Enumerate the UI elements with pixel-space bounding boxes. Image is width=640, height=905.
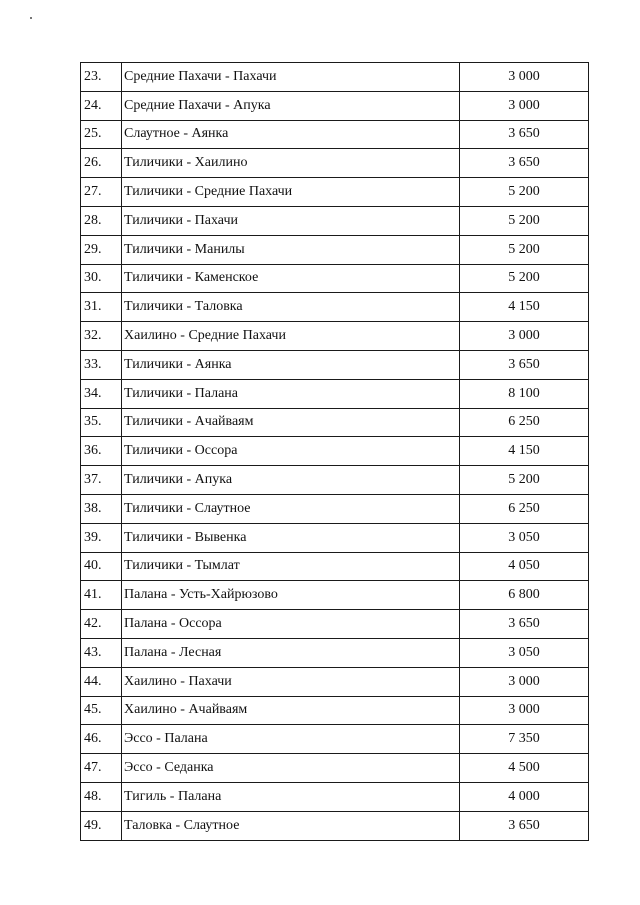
table-row [81,235,589,264]
table-row [81,350,589,379]
route-name: Эссо - Палана [122,725,460,754]
route-name: Тиличики - Тымлат [122,552,460,581]
table-row [81,811,589,840]
row-number: 37. [81,466,122,495]
route-price: 6 250 [460,494,589,523]
route-name: Хаилино - Пахачи [122,667,460,696]
route-name: Тиличики - Вывенка [122,523,460,552]
route-name: Тиличики - Пахачи [122,206,460,235]
route-name: Палана - Оссора [122,610,460,639]
route-price: 3 650 [460,149,589,178]
row-number: 32. [81,322,122,351]
route-price: 3 050 [460,638,589,667]
route-name: Слаутное - Аянка [122,120,460,149]
row-number: 43. [81,638,122,667]
route-price: 4 150 [460,293,589,322]
table-row [81,264,589,293]
route-price: 3 000 [460,696,589,725]
route-name: Тиличики - Аянка [122,350,460,379]
route-price: 3 650 [460,610,589,639]
route-name: Средние Пахачи - Пахачи [122,63,460,92]
row-number: 34. [81,379,122,408]
route-name: Эссо - Седанка [122,754,460,783]
scan-speck [30,17,32,19]
table-row [81,725,589,754]
table-row [81,91,589,120]
row-number: 35. [81,408,122,437]
route-name: Палана - Усть-Хайрюзово [122,581,460,610]
row-number: 27. [81,178,122,207]
route-price: 5 200 [460,466,589,495]
row-number: 30. [81,264,122,293]
route-name: Таловка - Слаутное [122,811,460,840]
table-row [81,754,589,783]
table-row [81,149,589,178]
route-price: 6 800 [460,581,589,610]
table-row [81,63,589,92]
route-price: 6 250 [460,408,589,437]
route-price: 4 500 [460,754,589,783]
row-number: 44. [81,667,122,696]
route-price: 3 000 [460,63,589,92]
route-name: Тиличики - Слаутное [122,494,460,523]
route-name: Тиличики - Каменское [122,264,460,293]
route-price: 3 650 [460,350,589,379]
row-number: 29. [81,235,122,264]
route-name: Тиличики - Хаилино [122,149,460,178]
route-price: 3 650 [460,811,589,840]
route-price: 3 000 [460,667,589,696]
row-number: 40. [81,552,122,581]
table-row [81,466,589,495]
row-number: 38. [81,494,122,523]
route-price: 5 200 [460,178,589,207]
row-number: 47. [81,754,122,783]
table-row [81,379,589,408]
route-price: 3 000 [460,91,589,120]
route-name: Средние Пахачи - Апука [122,91,460,120]
table-row [81,523,589,552]
table-row [81,667,589,696]
route-name: Хаилино - Ачайваям [122,696,460,725]
row-number: 36. [81,437,122,466]
route-name: Тиличики - Таловка [122,293,460,322]
row-number: 28. [81,206,122,235]
route-price: 5 200 [460,264,589,293]
table-row [81,178,589,207]
route-price: 3 000 [460,322,589,351]
table-row [81,638,589,667]
route-name: Тиличики - Манилы [122,235,460,264]
table-row [81,206,589,235]
table-row [81,494,589,523]
table-row [81,408,589,437]
route-price: 4 050 [460,552,589,581]
table-row [81,581,589,610]
route-name: Хаилино - Средние Пахачи [122,322,460,351]
route-name: Тиличики - Апука [122,466,460,495]
routes-table [80,62,589,841]
table-row [81,782,589,811]
route-name: Тиличики - Ачайваям [122,408,460,437]
row-number: 48. [81,782,122,811]
table-row [81,696,589,725]
table-row [81,293,589,322]
row-number: 25. [81,120,122,149]
route-price: 5 200 [460,206,589,235]
table-row [81,552,589,581]
route-name: Тиличики - Палана [122,379,460,408]
row-number: 39. [81,523,122,552]
table-row [81,437,589,466]
row-number: 46. [81,725,122,754]
route-name: Тиличики - Средние Пахачи [122,178,460,207]
row-number: 42. [81,610,122,639]
route-price: 3 050 [460,523,589,552]
route-price: 4 000 [460,782,589,811]
route-price: 4 150 [460,437,589,466]
table-row [81,120,589,149]
row-number: 49. [81,811,122,840]
row-number: 45. [81,696,122,725]
row-number: 23. [81,63,122,92]
row-number: 26. [81,149,122,178]
row-number: 33. [81,350,122,379]
row-number: 41. [81,581,122,610]
route-name: Тигиль - Палана [122,782,460,811]
route-price: 3 650 [460,120,589,149]
row-number: 31. [81,293,122,322]
row-number: 24. [81,91,122,120]
routes-table-body [81,63,589,841]
route-name: Палана - Лесная [122,638,460,667]
route-price: 8 100 [460,379,589,408]
route-price: 5 200 [460,235,589,264]
route-price: 7 350 [460,725,589,754]
table-row [81,322,589,351]
route-name: Тиличики - Оссора [122,437,460,466]
table-row [81,610,589,639]
